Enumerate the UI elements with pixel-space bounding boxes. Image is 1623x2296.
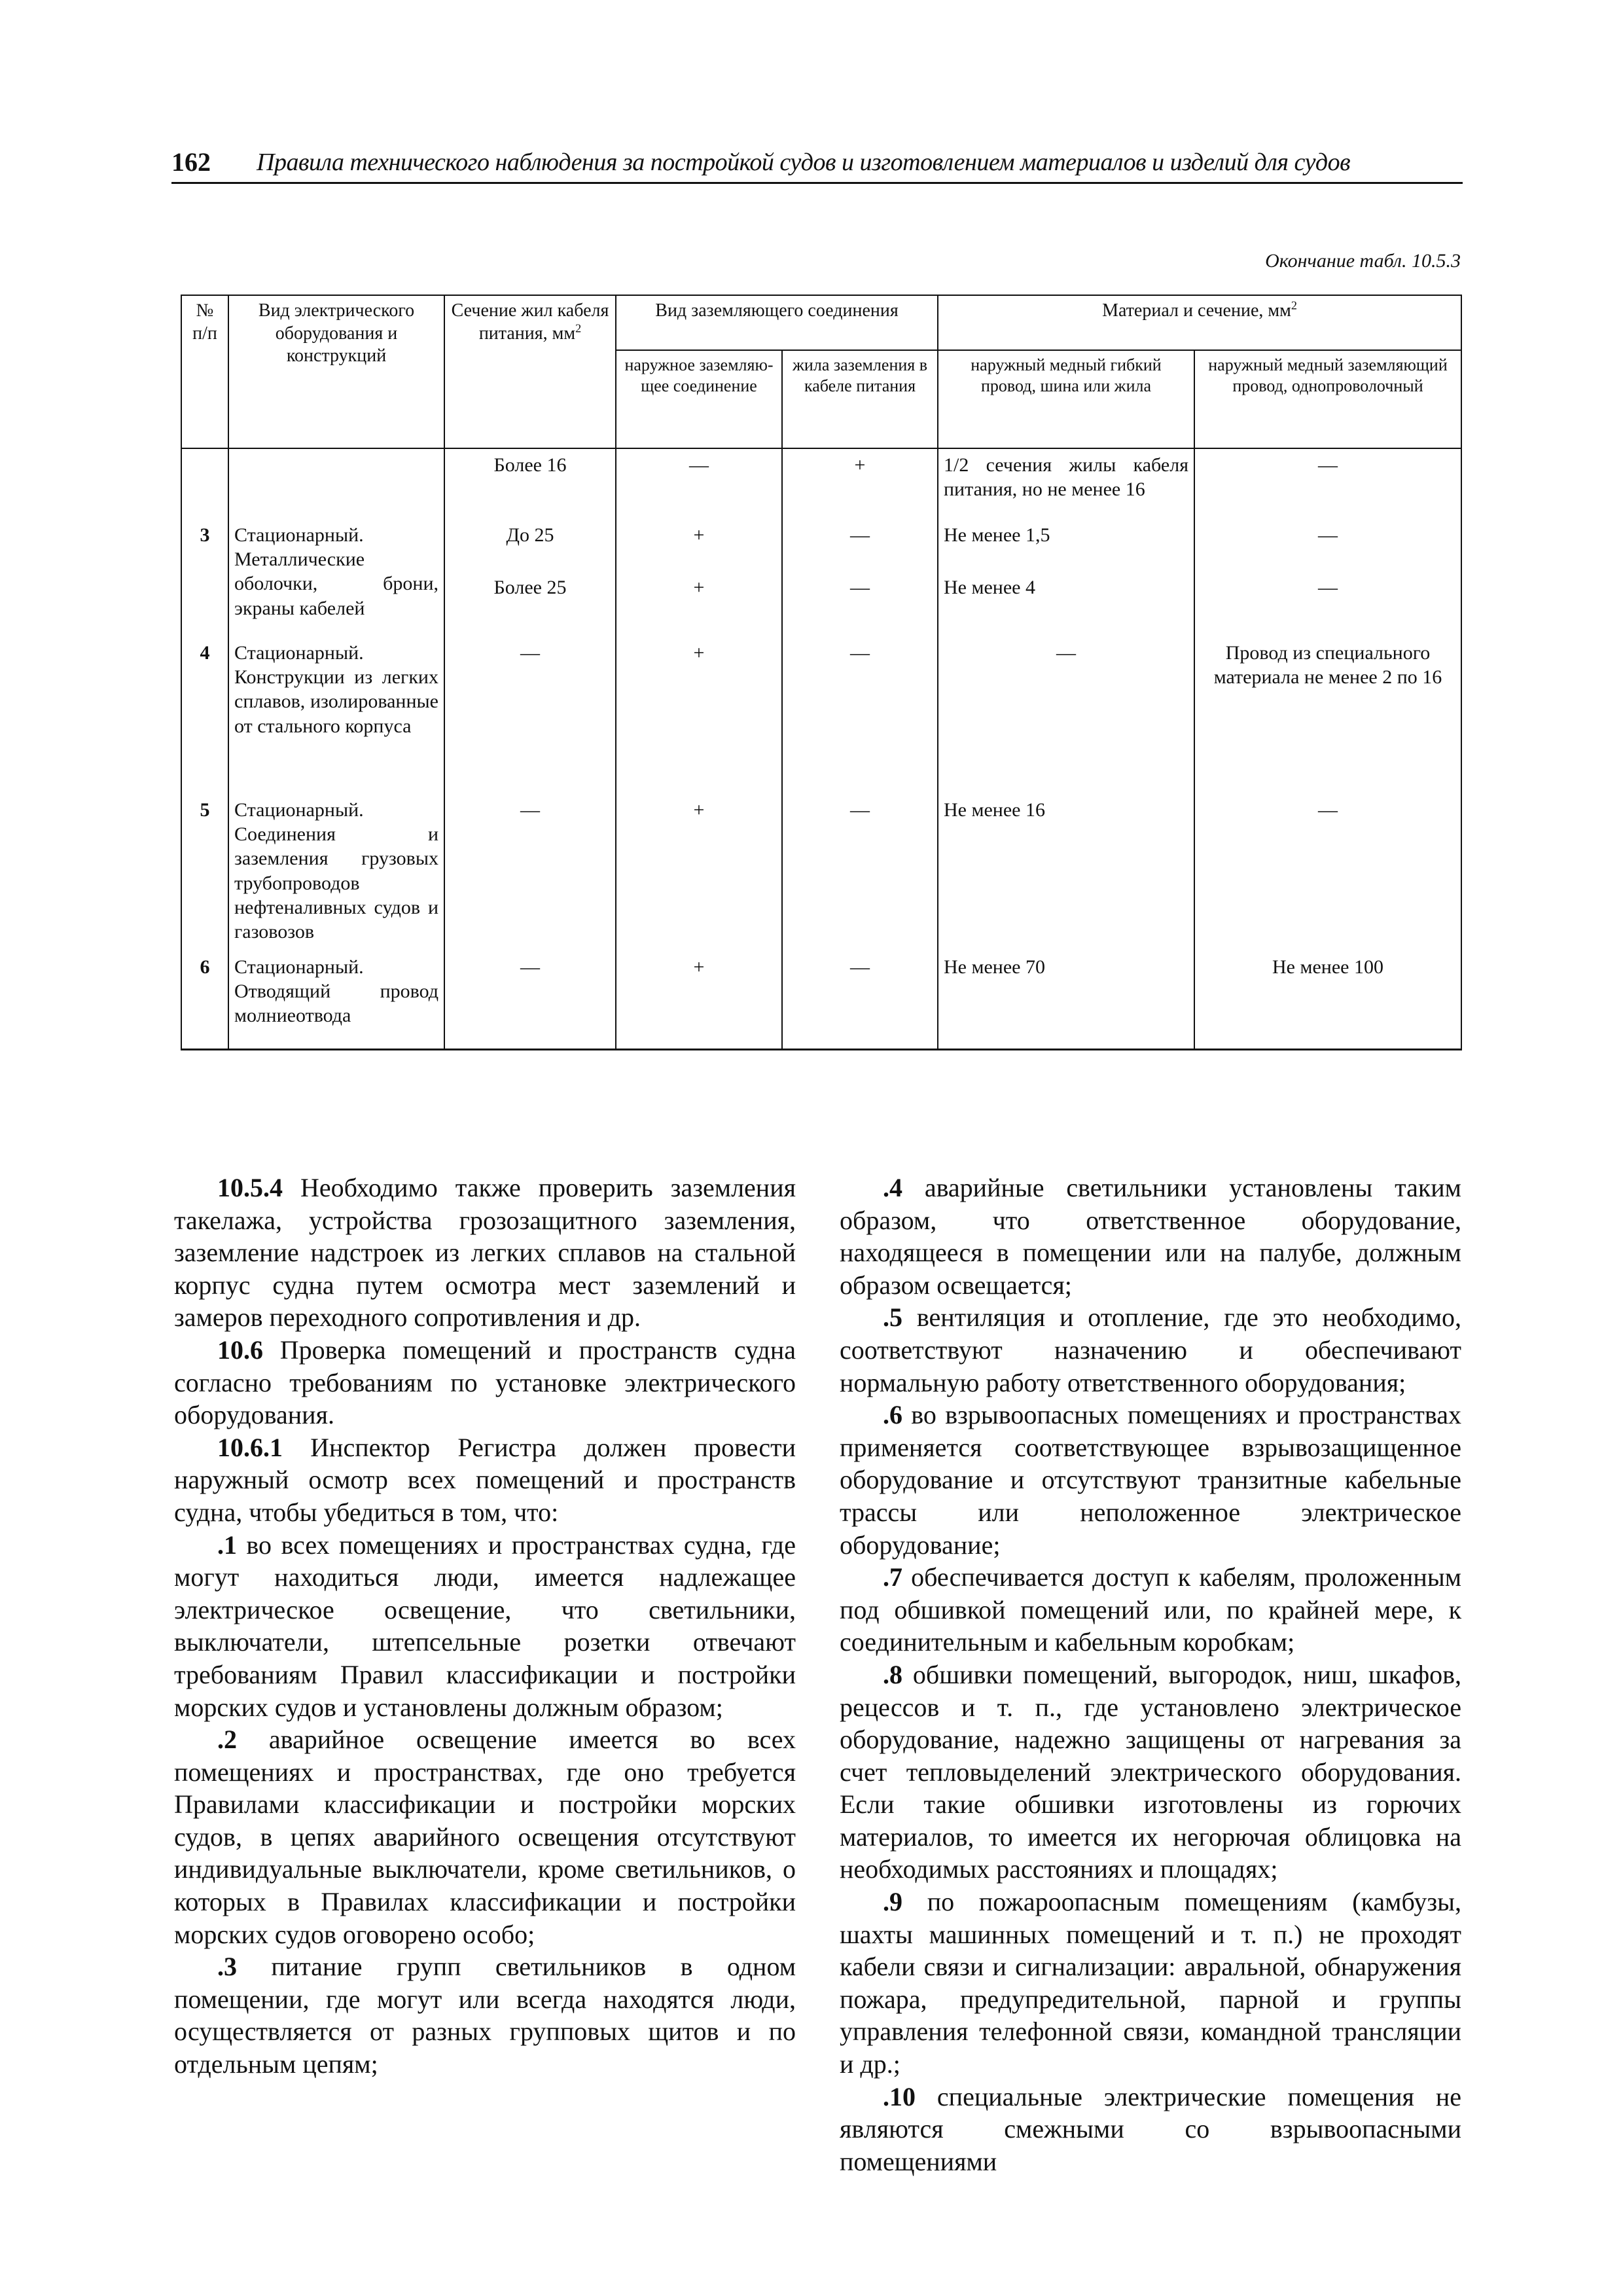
list-item-number: .6 bbox=[883, 1400, 902, 1430]
list-item-text: специальные электрические помещения не являются смежными со взрывоопасными помещениями bbox=[840, 2081, 1461, 2176]
cell-solid: — bbox=[1194, 571, 1461, 637]
page-number: 162 bbox=[171, 147, 211, 177]
list-item-number: .7 bbox=[883, 1562, 902, 1592]
header-num: № п/п bbox=[181, 295, 228, 448]
cell-section: — bbox=[444, 794, 616, 951]
header-equipment: Вид электрического оборудования и конструкций bbox=[228, 295, 444, 448]
list-item-text: по пожароопасным помещениям (камбузы, шахты машинных помещений и т. п.) не проходят кабели связи и сигнализации: авральной, обнаружения пожара, предупредительной, парной и группы управления телефонной связи, командной трансляции и др.; bbox=[840, 1887, 1461, 2079]
table-row bbox=[181, 951, 1461, 1049]
paragraph-10-6-1 bbox=[174, 1431, 796, 1529]
list-item-text: аварийные светильники установлены таким образом, что ответственное оборудование, находящееся в помещении или на палубе, должным образом освещается; bbox=[840, 1173, 1461, 1300]
header-material-text: Материал и сечение, мм bbox=[1102, 300, 1291, 321]
header-material-unit: 2 bbox=[1291, 298, 1297, 312]
list-item-number: .5 bbox=[883, 1302, 902, 1333]
cell-flexible: Не менее 1,5 bbox=[938, 519, 1194, 571]
cell-section: — bbox=[444, 951, 616, 1049]
table-row bbox=[181, 794, 1461, 951]
list-item-7 bbox=[840, 1561, 1461, 1659]
cell-external: + bbox=[616, 637, 782, 794]
cell-num: 4 bbox=[181, 637, 228, 794]
list-item-number: .2 bbox=[217, 1725, 237, 1755]
cell-flexible: Не менее 16 bbox=[938, 794, 1194, 951]
header-connection-core: жила заземления в кабеле питания bbox=[782, 350, 938, 448]
list-item-text: аварийное освещение имеется во всех помещениях и пространствах, где оно требуется Правилами классификации и постройки морских судов, в цепях аварийного освещения отсутствуют индивидуальные выключатели, кроме светильников, о которых в Правилах классификации и постройки морских судов оговорено особо; bbox=[174, 1725, 796, 1949]
table-caption: Окончание табл. 10.5.3 bbox=[1265, 250, 1461, 272]
list-item-text: во взрывоопасных помещениях и пространствах применяется соответствующее взрывозащищенное оборудование и отсутствуют транзитные кабельные трассы или неположенное электрическое оборудование; bbox=[840, 1400, 1461, 1560]
list-item-9 bbox=[840, 1886, 1461, 2081]
left-column bbox=[174, 1172, 796, 2081]
list-item-text: вентиляция и отопление, где это необходимо, соответствуют назначению и обеспечивают нормальную работу ответственного оборудования; bbox=[840, 1302, 1461, 1397]
paragraph-number: 10.6 bbox=[217, 1335, 263, 1365]
table-row bbox=[181, 448, 1461, 519]
cell-equipment: Стационарный. Металлические оболочки, брони, экраны кабелей bbox=[228, 519, 444, 637]
list-item-number: .4 bbox=[883, 1173, 902, 1202]
list-item-text: во всех помещениях и пространствах судна, где могут находиться люди, имеется надлежащее электрическое освещение, что светильники, выключатели, штепсельные розетки отвечают требованиям Правил классификации и постройки морских судов и установлены должным образом; bbox=[174, 1530, 796, 1722]
cell-num: 6 bbox=[181, 951, 228, 1049]
header-section bbox=[444, 295, 616, 448]
list-item-number: .3 bbox=[217, 1952, 237, 1982]
right-column bbox=[840, 1172, 1461, 2178]
cell-core: — bbox=[782, 519, 938, 571]
paragraph-10-6 bbox=[174, 1334, 796, 1431]
cell-external: + bbox=[616, 794, 782, 951]
cell-solid: Не менее 100 bbox=[1194, 951, 1461, 1049]
list-item-number: .9 bbox=[883, 1887, 902, 1917]
page-header bbox=[171, 147, 1463, 181]
cell-core: — bbox=[782, 571, 938, 637]
list-item-number: .1 bbox=[217, 1530, 237, 1560]
header-connection: Вид заземляющего соединения bbox=[616, 295, 938, 350]
header-material-flexible: наружный медный гибкий провод, шина или жила bbox=[938, 350, 1194, 448]
list-item-5 bbox=[840, 1301, 1461, 1399]
cell-section: — bbox=[444, 637, 616, 794]
cell-equipment: Стационарный. Отводящий провод молниеотвода bbox=[228, 951, 444, 1049]
list-item-number: .8 bbox=[883, 1659, 902, 1689]
cell-section: Более 16 bbox=[444, 448, 616, 519]
cell-external: + bbox=[616, 571, 782, 637]
paragraph-number: 10.5.4 bbox=[217, 1173, 283, 1202]
cell-section: До 25 bbox=[444, 519, 616, 571]
header-material-solid: наружный медный заземляющий провод, однопроволочный bbox=[1194, 350, 1461, 448]
cell-num: 3 bbox=[181, 519, 228, 571]
cell-num bbox=[181, 448, 228, 519]
list-item-1 bbox=[174, 1529, 796, 1724]
cell-section: Более 25 bbox=[444, 571, 616, 637]
cell-equipment bbox=[228, 448, 444, 519]
cell-flexible: 1/2 сечения жилы кабеля питания, но не менее 16 bbox=[938, 448, 1194, 519]
list-item-4 bbox=[840, 1172, 1461, 1301]
cell-flexible: — bbox=[938, 637, 1194, 794]
cell-num bbox=[181, 571, 228, 637]
list-item-text: обеспечивается доступ к кабелям, проложенным под обшивкой помещений или, по крайней мере, к соединительным и кабельным коробкам; bbox=[840, 1562, 1461, 1657]
running-title: Правила технического наблюдения за постройкой судов и изготовлением материалов и изделий для судов bbox=[257, 149, 1351, 176]
list-item-6 bbox=[840, 1399, 1461, 1561]
paragraph-text: Проверка помещений и пространств судна согласно требованиям по установке электрического оборудования. bbox=[174, 1335, 796, 1430]
header-section-text: Сечение жил кабеля питания, мм bbox=[451, 300, 609, 344]
cell-external: + bbox=[616, 951, 782, 1049]
paragraph-text: Необходимо также проверить заземления такелажа, устройства грозозащитного заземления, заземление надстроек из легких сплавов на стальной корпус судна путем осмотра мест заземлений и замеров переходного сопротивления и др. bbox=[174, 1173, 796, 1333]
list-item-text: питание групп светильников в одном помещении, где могут или всегда находятся люди, осуществляется от разных групповых щитов и по отдельным цепям; bbox=[174, 1952, 796, 2079]
cell-external: — bbox=[616, 448, 782, 519]
list-item-10 bbox=[840, 2081, 1461, 2178]
header-connection-external: наружное заземляю-щее соединение bbox=[616, 350, 782, 448]
cell-num: 5 bbox=[181, 794, 228, 951]
list-item-2 bbox=[174, 1723, 796, 1950]
cell-solid: Провод из специального материала не менее 2 по 16 bbox=[1194, 637, 1461, 794]
cell-core: — bbox=[782, 637, 938, 794]
list-item-text: обшивки помещений, выгородок, ниш, шкафов, рецессов и т. п., где установлено электрическое оборудование, надежно защищены от нагревания за счет тепловыделений электрического оборудования. Если такие обшивки изготовлены из горючих материалов, то имеется их негорючая облицовка на необходимых расстояниях и площадях; bbox=[840, 1659, 1461, 1884]
cell-external: + bbox=[616, 519, 782, 571]
grounding-table bbox=[181, 295, 1462, 1050]
cell-core: + bbox=[782, 448, 938, 519]
cell-flexible: Не менее 70 bbox=[938, 951, 1194, 1049]
cell-core: — bbox=[782, 794, 938, 951]
table-row bbox=[181, 637, 1461, 794]
cell-equipment: Стационарный. Соединения и заземления грузовых трубопроводов нефтеналивных судов и газовозов bbox=[228, 794, 444, 951]
cell-solid: — bbox=[1194, 448, 1461, 519]
list-item-number: .10 bbox=[883, 2081, 916, 2111]
paragraph-text: Инспектор Регистра должен провести наружный осмотр всех помещений и пространств судна, чтобы убедиться в том, что: bbox=[174, 1432, 796, 1527]
header-rule bbox=[171, 182, 1463, 184]
list-item-8 bbox=[840, 1659, 1461, 1886]
list-item-3 bbox=[174, 1950, 796, 2080]
header-section-unit: 2 bbox=[575, 321, 582, 335]
paragraph-10-5-4 bbox=[174, 1172, 796, 1334]
paragraph-number: 10.6.1 bbox=[217, 1432, 283, 1462]
cell-equipment: Стационарный. Конструкции из легких сплавов, изолированные от стального корпуса bbox=[228, 637, 444, 794]
header-material bbox=[938, 295, 1461, 350]
cell-solid: — bbox=[1194, 519, 1461, 571]
cell-solid: — bbox=[1194, 794, 1461, 951]
table-row bbox=[181, 519, 1461, 571]
cell-flexible: Не менее 4 bbox=[938, 571, 1194, 637]
cell-core: — bbox=[782, 951, 938, 1049]
